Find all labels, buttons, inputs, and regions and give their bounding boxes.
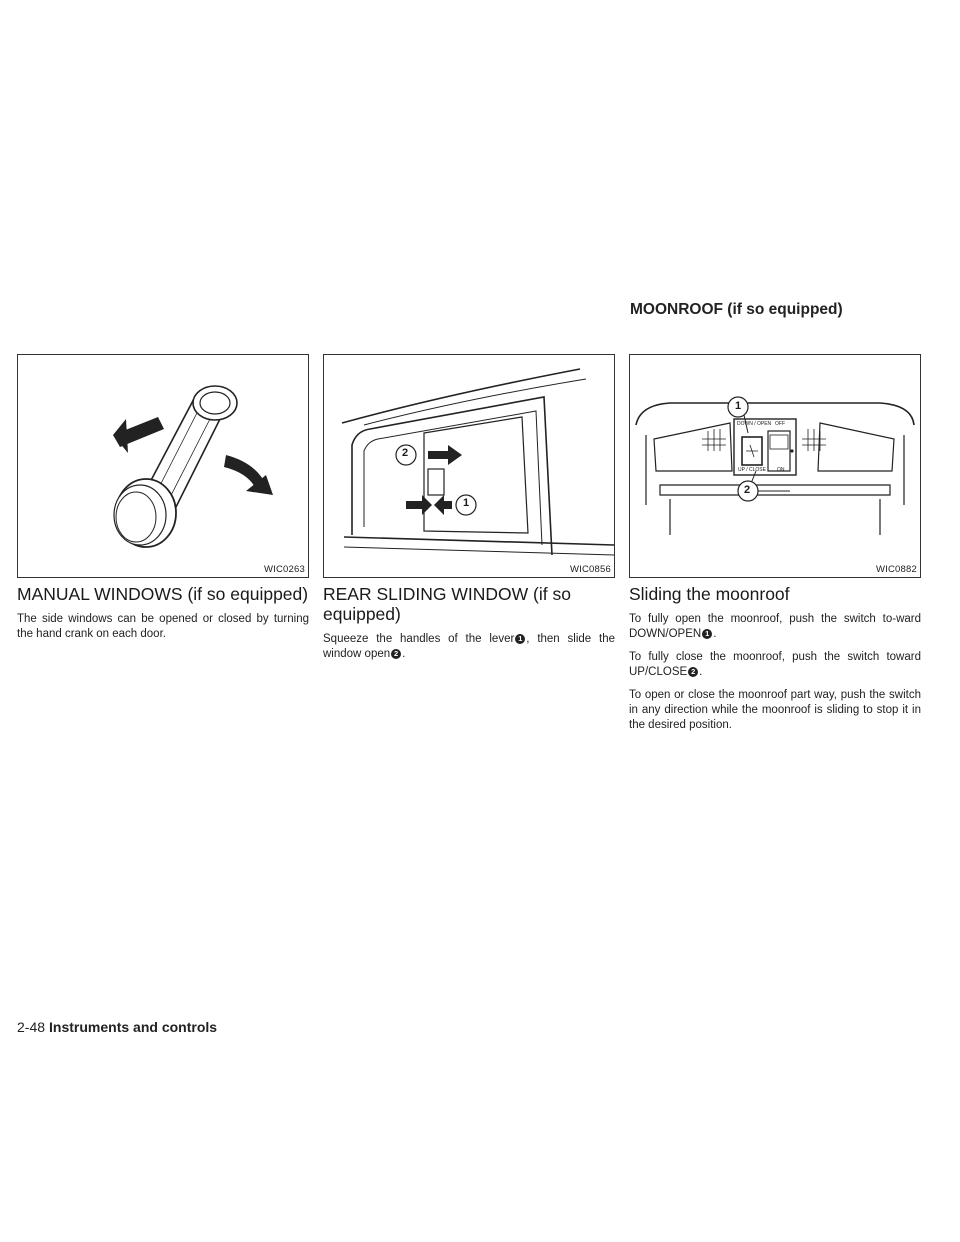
up-close-label: UP / CLOSE — [738, 467, 766, 473]
moonroof-open-paragraph — [629, 612, 921, 642]
manual-windows-heading: MANUAL WINDOWS (if so equipped) — [17, 584, 309, 604]
rear-window-illustration — [324, 355, 614, 577]
callout-2-icon: 2 — [391, 649, 401, 659]
moonroof-partway-paragraph: To open or close the moonroof part way, push the switch in any direction while the moonroof is sliding to stop it in the desired position. — [629, 689, 921, 731]
page-footer — [17, 1019, 217, 1035]
moonroof-section — [629, 354, 921, 741]
text-run: . — [402, 648, 406, 660]
callout-1-icon: 1 — [515, 634, 525, 644]
down-open-label: DOWN / OPEN — [737, 421, 772, 427]
callout-1-label: 1 — [735, 400, 742, 412]
figure-code: WIC0882 — [875, 564, 917, 575]
rear-window-heading: REAR SLIDING WINDOW (if so equipped) — [323, 584, 571, 624]
text-run: Squeeze the handles of the lever — [323, 633, 515, 645]
rear-window-body — [323, 632, 615, 662]
rear-sliding-window-section — [323, 354, 615, 670]
moonroof-switch-figure — [629, 354, 921, 578]
text-run: To fully close the moonroof, push the switch toward UP/CLOSE — [629, 651, 921, 678]
off-label: OFF — [775, 421, 785, 427]
callout-2-label: 2 — [744, 484, 751, 496]
manual-windows-body: The side windows can be opened or closed by turning the hand crank on each door. — [17, 613, 309, 640]
section-heading: MOONROOF (if so equipped) — [630, 301, 843, 318]
text-run: . — [713, 628, 717, 640]
on-label: ON — [777, 467, 785, 473]
footer-section-name: Instruments and controls — [49, 1019, 218, 1035]
callout-1-label: 1 — [463, 497, 470, 509]
text-run: , then slide the window open — [323, 633, 615, 660]
figure-code: WIC0263 — [263, 564, 305, 575]
callout-2-icon: 2 — [688, 667, 698, 677]
rear-window-figure — [323, 354, 615, 578]
moonroof-close-paragraph — [629, 650, 921, 680]
page-number: 2-48 — [17, 1019, 46, 1035]
manual-windows-section — [17, 354, 309, 650]
figure-code: WIC0856 — [569, 564, 611, 575]
text-run: To fully open the moonroof, push the switch to-ward DOWN/OPEN — [629, 613, 921, 640]
callout-2-label: 2 — [402, 447, 409, 459]
text-run: . — [699, 666, 703, 678]
window-crank-figure — [17, 354, 309, 578]
moonroof-heading: Sliding the moonroof — [629, 584, 790, 604]
callout-1-icon: 1 — [702, 629, 712, 639]
moonroof-switch-illustration — [630, 355, 920, 577]
window-crank-illustration — [18, 355, 308, 577]
